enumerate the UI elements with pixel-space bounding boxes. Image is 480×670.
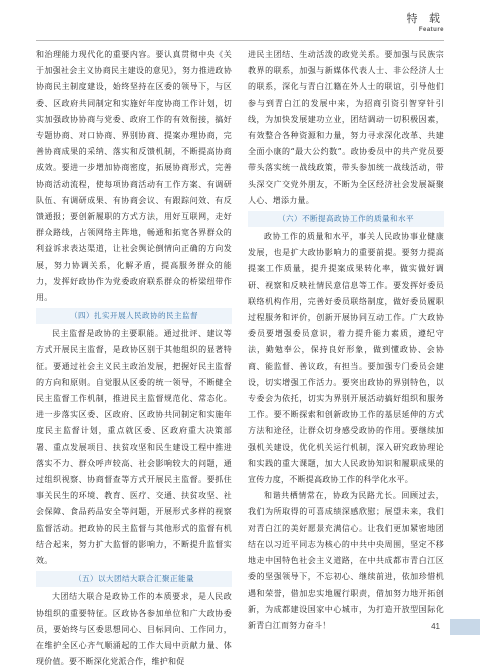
paragraph: 和谐共栖情常在，协政为民路尤长。回顾过去，我们为所取得的可喜成绩深感欣慰；展望未来，我们对青白江的美好愿景充满信心。让我们更加紧密地团结在以习近平同志为核心的中共中央周围，坚定不移地走中国特色社会主义道路，在中共成都市青白江区委的坚强领导下，不忘初心、继续前进，依加珍惜机遇和荣誉，借加忠实地履行职责，借加努力地开拓创新，为成都建设国家中心城市，为打造开放型国际化新青白江而努力奋斗！ xyxy=(248,491,444,630)
page-header xyxy=(407,10,445,33)
paragraph: 和治理能力现代化的重要内容。要认真贯彻中央《关于加强社会主义协商民主建设的意见》，努力推进政协协商民主制度建设，始终坚持在区委的领导下，与区委、区政府共同制定和实施好年度协商工作计划，切实加强政协协商与党委、政府工作的有效衔接，搞好专题协商、对口协商、界别协商、提案办理协商，完善协商成果的采纳、落实和反馈机制，不断提高协商成效。要进一步增加协商密度，拓展协商形式，完善协商活动流程，使每项协商活动有工作方案、有调研队伍、有调研成果、有协商会议、有跟踪问效、有反馈通报；要创新履职的方式方法，用好互联网，走好群众路线，占领网络主阵地，畅通和拓宽各界群众的利益诉求表达渠道，让社会舆论倒情向正确的方向发展，努力协调关系，化解矛盾，提高服务群众的能力，发挥好政协作为党委政府联系群众的桥梁纽带作用。 xyxy=(36,50,232,303)
header-divider xyxy=(36,40,444,41)
section-heading: （六）不断提高政协工作的质量和水平 xyxy=(248,211,444,227)
section-subtitle: Feature xyxy=(418,27,444,33)
right-column xyxy=(248,47,444,634)
paragraph: 民主监督是政协的主要职能。通过批评、建议等方式开展民主监督，是政协区别于其他组织的显著特征。要通过社会主义民主政治发展，把握好民主监督的方向和原则。自觉服从区委的统一领导，不断健全民主监督工作机制，推进民主监督规范化、常态化。进一步落实区委、区政府、区政协共同制定和实施年度民主监督计划，重点就区委、区政府重大决策部署、重点发展项目、扶贫攻坚和民生建设工程中推进落实不力、群众呼声较高、社会影响较大的问题，通过组织视察、协商督查等方式开展民主监督。要抓住事关民生的环境、教育、医疗、交通、扶贫攻坚、社会保障、食品药品安全等问题，开展形式多样的视察监督活动。把政协的民主监督与其他形式的监督有机结合起来，努力扩大监督的影响力，不断提升监督实效。 xyxy=(36,329,232,566)
paragraph: 大团结大联合是政协工作的本质要求，是人民政协组织的重要特征。区政协各参加单位和广大政协委员，要始终与区委思想同心、目标同向、工作同力，在维护全区心齐气顺涌起的工作大局中贡献力量、体现价值。要不断深化党派合作，维护和促 xyxy=(36,592,232,667)
left-column xyxy=(36,47,232,670)
page-number: 41 xyxy=(431,622,440,631)
section-heading: （五）以大团结大联合汇聚正能量 xyxy=(36,571,232,587)
section-heading: （四）扎实开展人民政协的民主监督 xyxy=(36,308,232,324)
paragraph: 进民主团结、生动活泼的政党关系。要加强与民族宗教界的联系，加强与新媒体代表人士、非公经济人士的联系，深化与青白江籍在外人士的联谊，引导他们参与到青白江的发展中来，为招商引资引智穿针引线，为加快发展建功立业，团结调动一切积极因素，有效整合各种资源和力量，努力寻求深化改革、共建全面小康的“最大公约数”。政协委员中的共产党员要带头落实统一战线政策，带头参加统一战线活动，带头深交广交党外朋友，不断为全区经济社会发展凝聚人心、增添力量。 xyxy=(248,50,444,205)
page-edge-tab xyxy=(450,619,480,635)
paragraph: 政协工作的质量和水平，事关人民政协事业健康发展，也是扩大政协影响力的重要前提。要努力提高提案工作质量，提升提案成果转化率，做实做好调研、视察和反映社情民意信息等工作。要发挥好委员联络机构作用，完善好委员联络制度，做好委员履职过程服务和评价，创新开展协同互动工作。广大政协委员要增强委员意识，着力提升能力素质，遵纪守法，勤勉奉公，保持良好形象，做到懂政协、会协商、能监督、善议政，有担当。要加强专门委员会建设，切实增强工作活力。要突出政协的界别特色，以专委会为依托，切实为界别开展活动搞好组织和服务工作。要不断探索和创新政协工作的基层延伸的方式方法和途径，让群众切身感受政协的作用。要继续加强机关建设，优化机关运行机制，深入研究政协理论和实践的重大课题，加大人民政协知识和履职成果的宣传力度，不断提高政协工作的科学化水平。 xyxy=(248,232,444,485)
section-title: 特 载 xyxy=(406,12,444,25)
